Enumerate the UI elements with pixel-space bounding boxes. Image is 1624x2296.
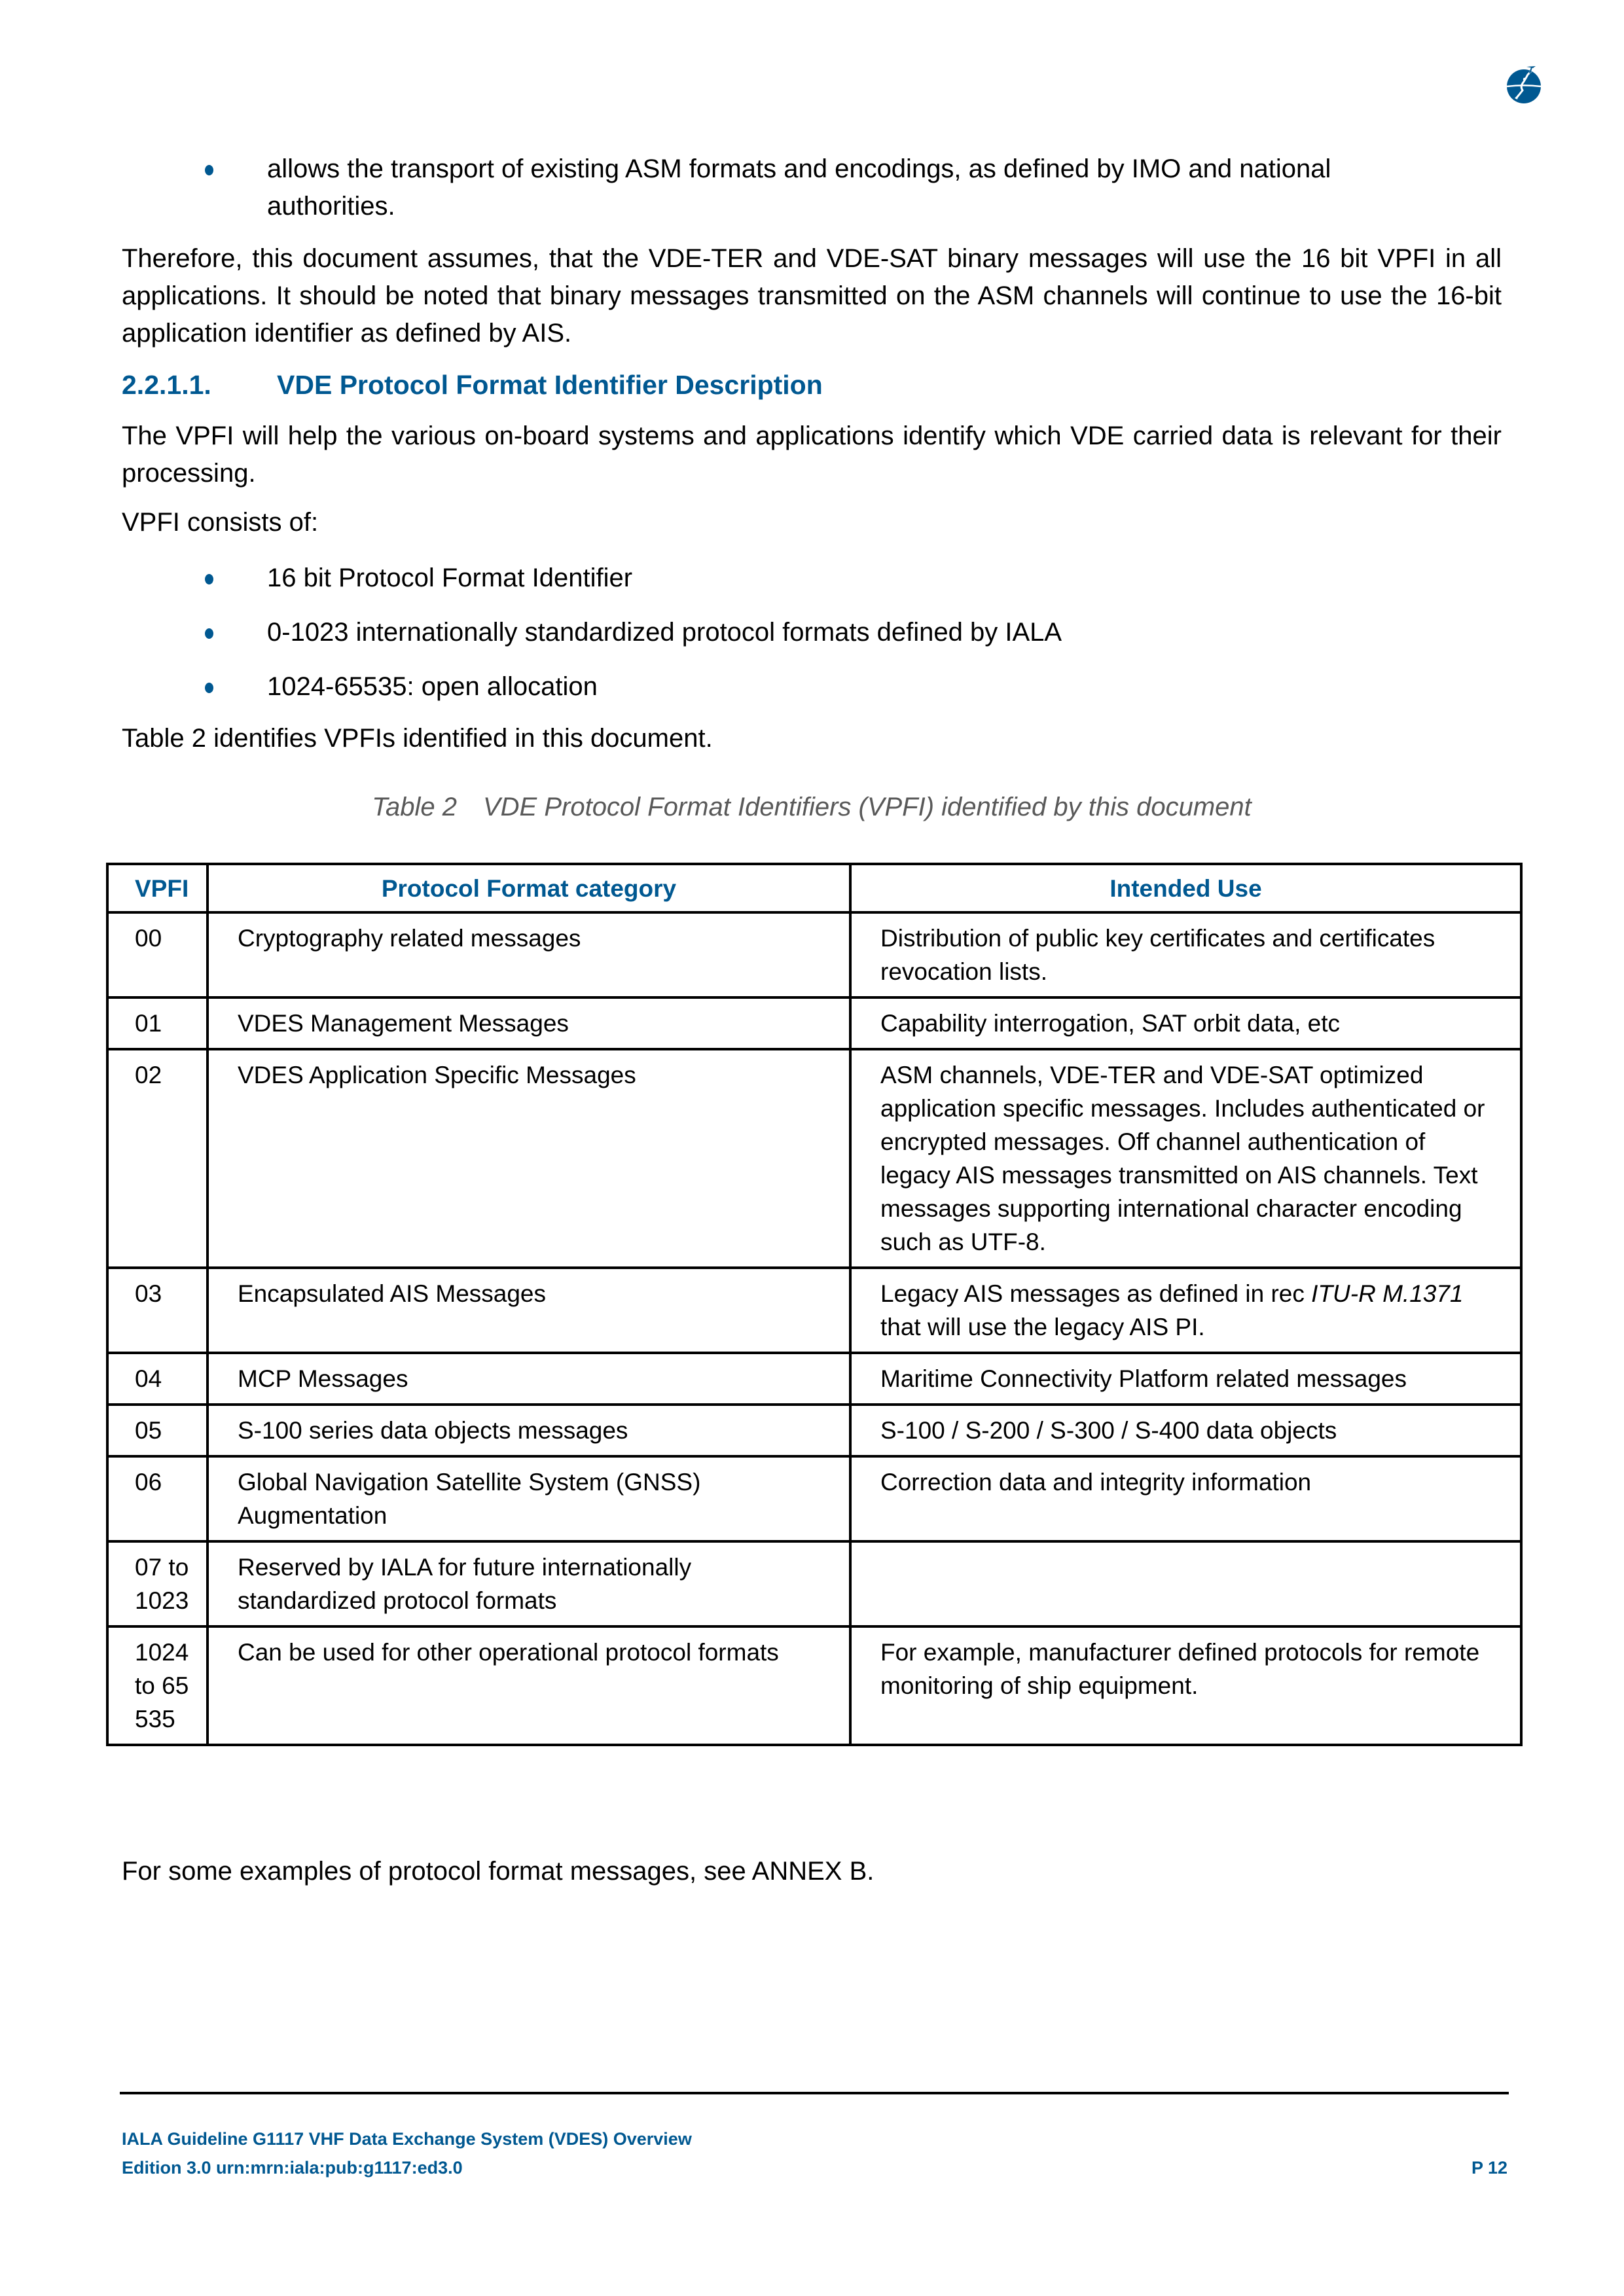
paragraph-therefore: Therefore, this document assumes, that the VDE-TER and VDE-SAT binary messages will use the 16 bit VPFI in all applications. It should be noted that binary messages transmitted on the ASM channels will continue to use the 16-bit application identifier as defined by AIS. xyxy=(122,244,1502,348)
intro-bullet-text: allows the transport of existing ASM formats and encodings, as defined by IMO and national authorities. xyxy=(267,154,1331,221)
cell-intended-use: Capability interrogation, SAT orbit data, etc xyxy=(850,997,1521,1049)
cell-intended-use: Maritime Connectivity Platform related messages xyxy=(850,1353,1521,1405)
table-row xyxy=(107,997,1521,1049)
consists-bullet-text: 1024-65535: open allocation xyxy=(267,672,598,701)
cell-vpfi: 03 xyxy=(107,1268,208,1353)
cell-category: MCP Messages xyxy=(208,1353,850,1405)
cell-vpfi: 07 to 1023 xyxy=(107,1541,208,1626)
cell-intended-use-reference: ITU-R M.1371 xyxy=(1311,1280,1464,1307)
cell-intended-use: ASM channels, VDE-TER and VDE-SAT optimized application specific messages. Includes authenticated or encrypted messages. Off channel authentication of legacy AIS messages transmitted on AIS channels. Text messages supporting international character encoding such as UTF-8. xyxy=(850,1049,1521,1268)
column-header-category: Protocol Format category xyxy=(208,864,850,912)
table-row xyxy=(107,1049,1521,1268)
table-header-row xyxy=(107,864,1521,912)
footer-edition: Edition 3.0 urn:mrn:iala:pub:g1117:ed3.0 xyxy=(122,2158,463,2178)
table-row xyxy=(107,1456,1521,1541)
cell-category: Encapsulated AIS Messages xyxy=(208,1268,850,1353)
paragraph-consists: VPFI consists of: xyxy=(122,508,319,537)
table-row xyxy=(107,1626,1521,1745)
cell-vpfi: 04 xyxy=(107,1353,208,1405)
cell-category: Cryptography related messages xyxy=(208,912,850,997)
cell-vpfi: 00 xyxy=(107,912,208,997)
column-header-intended-use: Intended Use xyxy=(850,864,1521,912)
paragraph-table-ref: Table 2 identifies VPFIs identified in this document. xyxy=(122,724,713,753)
cell-vpfi: 05 xyxy=(107,1405,208,1456)
section-heading xyxy=(122,367,823,404)
paragraph-vpfi-help: The VPFI will help the various on-board systems and applications identify which VDE carried data is relevant for their processing. xyxy=(122,422,1502,488)
page-number: P 12 xyxy=(1471,2158,1507,2178)
table-row xyxy=(107,1353,1521,1405)
consists-bullet-item xyxy=(205,668,598,706)
section-number: 2.2.1.1. xyxy=(122,370,211,400)
cell-vpfi: 1024 to 65535 xyxy=(107,1626,208,1745)
consists-bullet-item xyxy=(205,614,1062,651)
bullet-icon xyxy=(205,574,213,584)
vpfi-table xyxy=(106,863,1523,1746)
table-row xyxy=(107,912,1521,997)
cell-intended-use: S-100 / S-200 / S-300 / S-400 data objects xyxy=(850,1405,1521,1456)
cell-category: S-100 series data objects messages xyxy=(208,1405,850,1456)
cell-category: Global Navigation Satellite System (GNSS) Augmentation xyxy=(208,1456,850,1541)
section-title: VDE Protocol Format Identifier Description xyxy=(277,370,823,400)
iala-mermaid-logo-icon xyxy=(1503,64,1545,106)
table-caption xyxy=(122,789,1502,826)
table-row xyxy=(107,1405,1521,1456)
cell-vpfi: 02 xyxy=(107,1049,208,1268)
paragraph-annex: For some examples of protocol format messages, see ANNEX B. xyxy=(122,1857,875,1886)
bullet-icon xyxy=(205,165,213,175)
table-caption-label: Table 2 xyxy=(372,793,457,821)
footer-divider xyxy=(120,2092,1509,2094)
table-row xyxy=(107,1541,1521,1626)
cell-category: Can be used for other operational protocol formats xyxy=(208,1626,850,1745)
cell-intended-use xyxy=(850,1541,1521,1626)
table-caption-text: VDE Protocol Format Identifiers (VPFI) identified by this document xyxy=(482,793,1252,821)
cell-intended-use-text-after: that will use the legacy AIS PI. xyxy=(880,1314,1205,1340)
cell-intended-use: For example, manufacturer defined protocols for remote monitoring of ship equipment. xyxy=(850,1626,1521,1745)
cell-vpfi: 01 xyxy=(107,997,208,1049)
cell-category: VDES Management Messages xyxy=(208,997,850,1049)
consists-bullet-text: 16 bit Protocol Format Identifier xyxy=(267,564,633,592)
column-header-vpfi: VPFI xyxy=(107,864,208,912)
cell-category: VDES Application Specific Messages xyxy=(208,1049,850,1268)
consists-bullet-item xyxy=(205,560,632,597)
cell-intended-use-text: Legacy AIS messages as defined in rec xyxy=(880,1280,1312,1307)
cell-category: Reserved by IALA for future internationally standardized protocol formats xyxy=(208,1541,850,1626)
cell-intended-use: Correction data and integrity information xyxy=(850,1456,1521,1541)
bullet-icon xyxy=(205,683,213,693)
footer-document-title: IALA Guideline G1117 VHF Data Exchange System (VDES) Overview xyxy=(122,2129,692,2149)
intro-bullet-item xyxy=(205,151,1449,225)
bullet-icon xyxy=(205,628,213,639)
cell-intended-use xyxy=(850,1268,1521,1353)
table-row xyxy=(107,1268,1521,1353)
cell-intended-use: Distribution of public key certificates and certificates revocation lists. xyxy=(850,912,1521,997)
cell-vpfi: 06 xyxy=(107,1456,208,1541)
consists-bullet-text: 0-1023 internationally standardized protocol formats defined by IALA xyxy=(267,618,1062,647)
